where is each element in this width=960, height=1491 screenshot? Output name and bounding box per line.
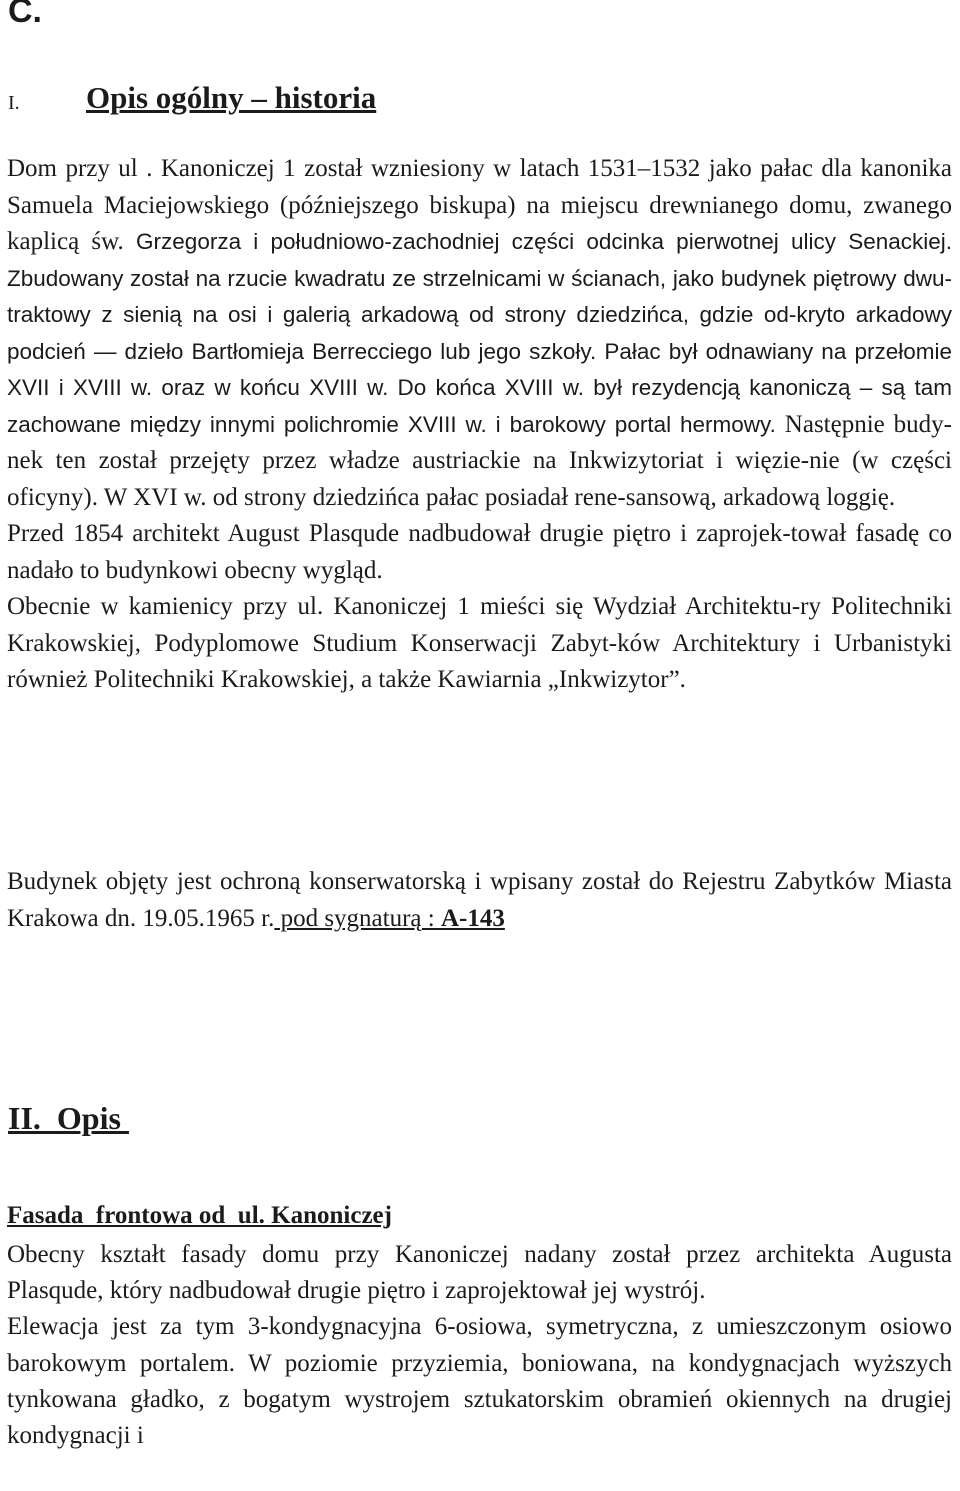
history-sentence-7: Przed 1854 architekt August Plasqude nadbudował drugie piętro i zaprojek-tował fasadę co nadało to budynkowi obecny wygląd. bbox=[7, 520, 952, 584]
facade-sentence-2: Elewacja jest za tym 3-kondygnacyjna 6-osiowa, symetryczna, z umieszczonym osiowo barokowym portalem. W poziomie przyziemia, boniowana, na kondygnacjach wyższych tynkowana gładko, z bogatym wystrojem sztukatorskim obramień okiennych na drugiej kondygnacji i bbox=[7, 1313, 952, 1450]
registry-signature-value: A-143 bbox=[440, 904, 505, 932]
history-sentence-3: Zbudowany został na rzucie kwadratu ze strzelnicami w ścianach, jako budynek piętrowy dwu-traktowy z sienią na osi i galerią arkadową od strony dziedzińca, gdzie od-kryto arkadowy podcień bbox=[7, 265, 952, 364]
facade-paragraph bbox=[7, 1237, 952, 1454]
history-paragraph bbox=[7, 151, 952, 699]
heading-2-title: II. Opis bbox=[8, 1100, 129, 1136]
history-sentence-6: Następnie budy-nek ten został przejęty przez władze austriackie na Inkwizytoriat i więzie-nie (w części oficyny). W XVI w. od strony dziedzińca pałac posiadał rene-sansową, arkadową loggię. bbox=[7, 410, 952, 511]
heading-3-title: Fasada frontowa od ul. Kanoniczej bbox=[7, 1202, 392, 1229]
facade-sentence-1: Obecny kształt fasady domu przy Kanoniczej nadany został przez architekta Augusta Plasqude, który nadbudował drugie piętro i zaprojektował jej wystrój. bbox=[7, 1241, 952, 1305]
history-sentence-5: – są tam zachowane między innymi polichromie XVIII w. i barokowy portal hermowy. bbox=[7, 375, 952, 437]
registry-text: Budynek objęty jest ochroną konserwatorską i wpisany został do Rejestru Zabytków Miasta Krakowa dn. 19.05.1965 r. bbox=[7, 868, 952, 932]
registry-signature-label: pod sygnaturą : bbox=[274, 904, 441, 932]
heading-1-number: I. bbox=[8, 92, 20, 114]
history-sentence-4: — dzieło Bartłomieja Berrecciego lub jego szkoły. Pałac był odnawiany na przełomie XVII i XVIII w. oraz w końcu XVIII w. Do końca XVIII w. był rezydencją kanoniczą bbox=[7, 338, 952, 400]
history-sentence-2: Grzegorza i południowo-zachodniej części odcinka pierwotnej ulicy Senackiej. bbox=[136, 229, 953, 254]
history-sentence-1: Dom przy ul . Kanoniczej 1 został wzniesiony w latach 1531–1532 jako pałac dla kanonika Samuela Maciejowskiego (późniejszego biskupa) na miejscu drewnianego domu, zwanego kaplicą św. bbox=[7, 155, 952, 255]
history-sentence-8: Obecnie w kamienicy przy ul. Kanoniczej 1 mieści się Wydział Architektu-ry Politechniki Krakowskiej, Podyplomowe Studium Konserwacji Zabyt-ków Architektury i Urbanistyki również Politechniki Krakowskiej, a także Kawiarnia „Inkwizytor”. bbox=[7, 593, 952, 693]
section-letter: C. bbox=[8, 0, 42, 30]
heading-1-title: Opis ogólny – historia bbox=[86, 80, 377, 115]
registry-paragraph bbox=[7, 864, 952, 937]
